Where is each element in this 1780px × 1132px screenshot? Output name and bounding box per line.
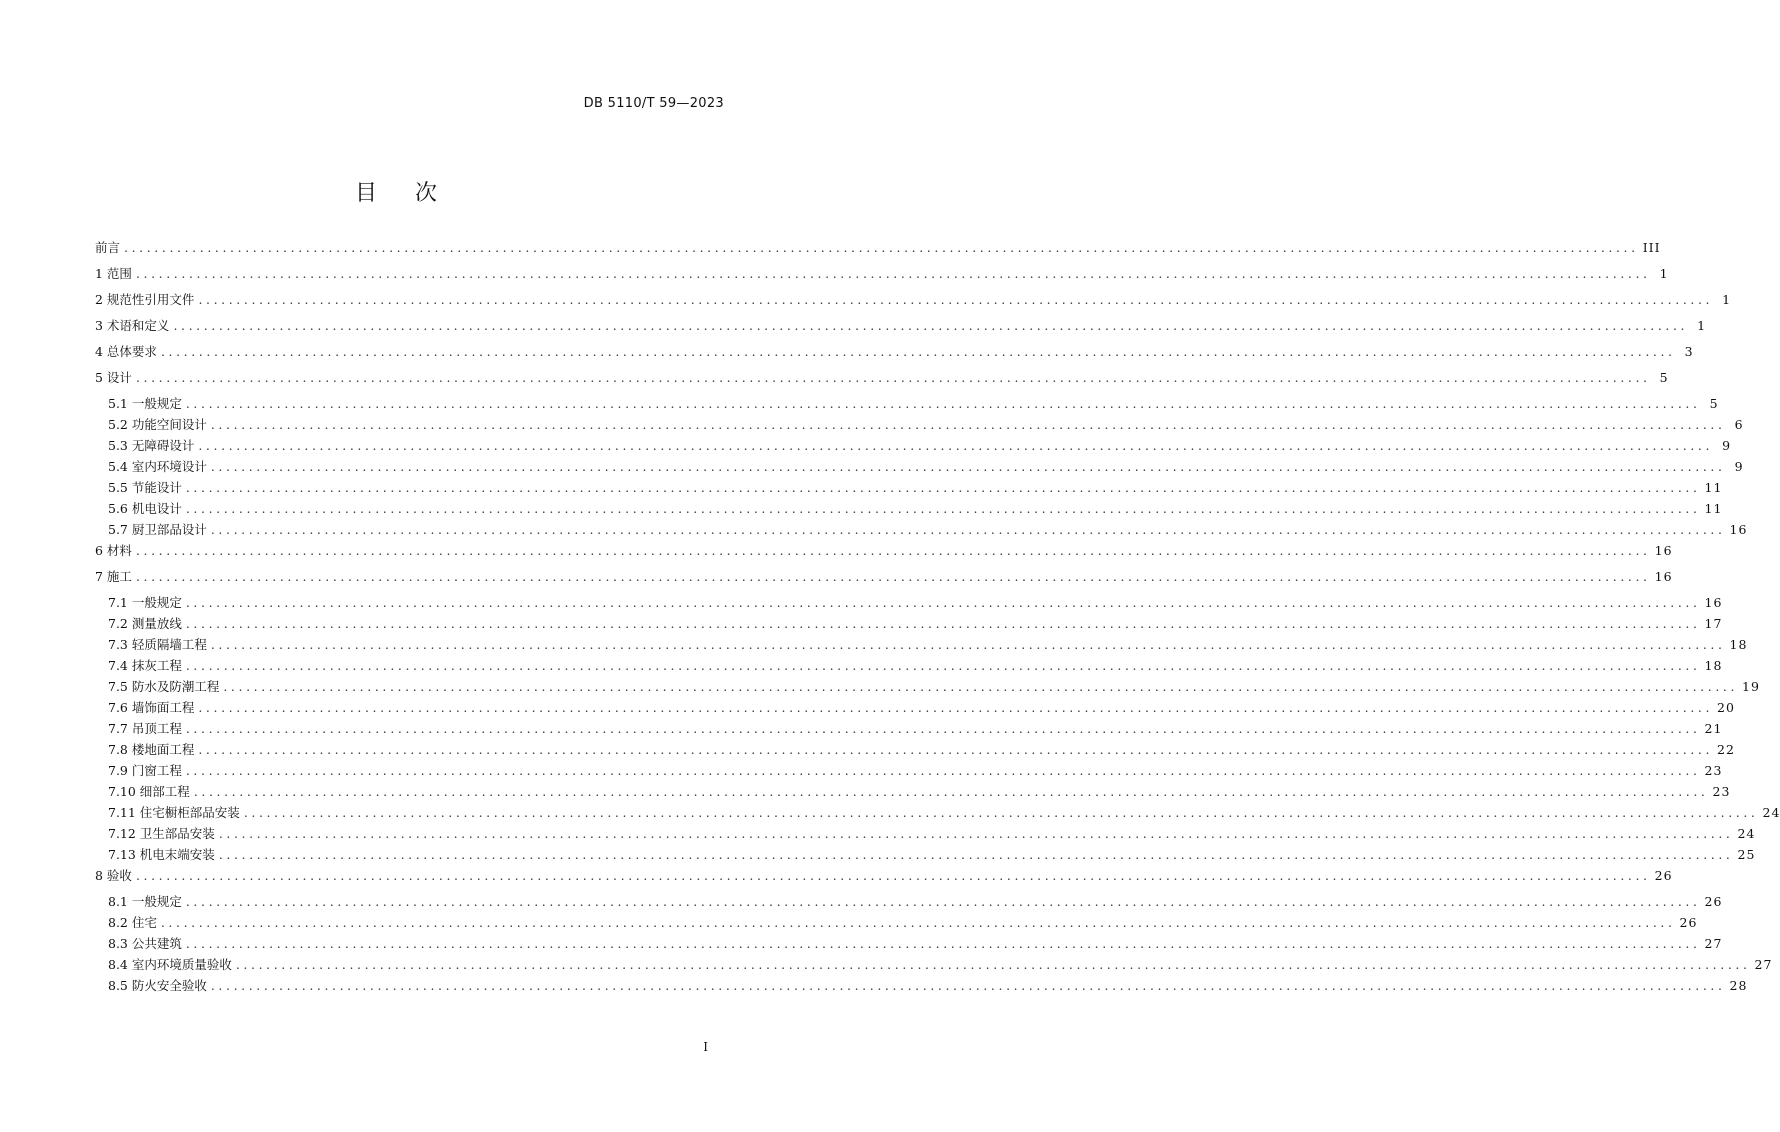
toc-entry[interactable] bbox=[95, 436, 1732, 457]
toc-leader-dots: ........................................................................................................................................................................................................ bbox=[135, 266, 1651, 281]
toc-leader-dots: ........................................................................................................................................................................................................ bbox=[160, 915, 1676, 930]
toc-entry-title: 7.1 一般规定 bbox=[108, 595, 182, 610]
toc-leader-dots: ........................................................................................................................................................................................................ bbox=[210, 417, 1726, 432]
toc-entry-title: 5.3 无障碍设计 bbox=[108, 438, 195, 453]
page-title: 目 次 bbox=[354, 181, 445, 206]
toc-entry-title: 5.1 一般规定 bbox=[108, 396, 182, 411]
toc-leader-dots: ........................................................................................................................................................................................................ bbox=[173, 318, 1689, 333]
toc-entry[interactable] bbox=[95, 394, 1719, 415]
toc-leader-dots: ........................................................................................................................................................................................................ bbox=[185, 616, 1701, 631]
toc-entry-page: 26 bbox=[1654, 868, 1673, 883]
toc-leader-dots: ........................................................................................................................................................................................................ bbox=[210, 637, 1726, 652]
toc-entry-title: 4 总体要求 bbox=[95, 344, 157, 359]
toc-entry[interactable] bbox=[95, 478, 1723, 499]
toc-leader-dots: ........................................................................................................................................................................................................ bbox=[198, 292, 1714, 307]
toc-leader-dots: ........................................................................................................................................................................................................ bbox=[218, 847, 1734, 862]
toc-entry-title: 8.2 住宅 bbox=[108, 915, 157, 930]
toc-leader-dots: ........................................................................................................................................................................................................ bbox=[160, 344, 1676, 359]
toc-entry-page: 9 bbox=[1734, 459, 1744, 474]
toc-entry-title: 7.13 机电末端安装 bbox=[108, 847, 215, 862]
toc-entry-page: 23 bbox=[1712, 784, 1731, 799]
toc-leader-dots: ........................................................................................................................................................................................................ bbox=[218, 826, 1734, 841]
toc-entry-page: 28 bbox=[1729, 978, 1748, 993]
footer-page-number: I bbox=[703, 1040, 708, 1054]
toc-entry[interactable] bbox=[95, 824, 1756, 845]
toc-entry-title: 7.4 抹灰工程 bbox=[108, 658, 182, 673]
toc-entry-page: 17 bbox=[1704, 616, 1723, 631]
toc-entry-title: 3 术语和定义 bbox=[95, 318, 170, 333]
toc-entry-page: 5 bbox=[1709, 396, 1719, 411]
toc-entry-page: 21 bbox=[1704, 721, 1723, 736]
toc-entry-title: 7.5 防水及防潮工程 bbox=[108, 679, 220, 694]
toc-entry-title: 7.9 门窗工程 bbox=[108, 763, 182, 778]
toc-entry-page: 23 bbox=[1704, 763, 1723, 778]
toc-entry[interactable] bbox=[95, 541, 1673, 567]
toc-entry-page: 6 bbox=[1734, 417, 1744, 432]
toc-entry-page: 27 bbox=[1754, 957, 1773, 972]
toc-entry[interactable] bbox=[95, 520, 1748, 541]
toc-entry-page: 20 bbox=[1717, 700, 1735, 715]
table-of-contents bbox=[95, 238, 1780, 997]
toc-entry[interactable] bbox=[95, 955, 1773, 976]
toc-leader-dots: ........................................................................................................................................................................................................ bbox=[210, 978, 1726, 993]
toc-entry[interactable] bbox=[95, 499, 1723, 520]
toc-entry-page: 27 bbox=[1704, 936, 1723, 951]
toc-entry-title: 5.5 节能设计 bbox=[108, 480, 182, 495]
toc-entry[interactable] bbox=[95, 934, 1723, 955]
toc-entry-title: 8.5 防火安全验收 bbox=[108, 978, 207, 993]
toc-leader-dots: ........................................................................................................................................................................................................ bbox=[135, 569, 1651, 584]
toc-entry[interactable] bbox=[95, 316, 1707, 342]
toc-entry[interactable] bbox=[95, 567, 1673, 593]
toc-leader-dots: ........................................................................................................................................................................................................ bbox=[185, 763, 1701, 778]
toc-entry[interactable] bbox=[95, 290, 1732, 316]
toc-entry-title: 8.3 公共建筑 bbox=[108, 936, 182, 951]
toc-entry-title: 8.1 一般规定 bbox=[108, 894, 182, 909]
toc-entry-page: 18 bbox=[1729, 637, 1748, 652]
toc-leader-dots: ........................................................................................................................................................................................................ bbox=[185, 936, 1701, 951]
toc-entry-title: 7.10 细部工程 bbox=[108, 784, 190, 799]
toc-entry[interactable] bbox=[95, 976, 1748, 997]
toc-leader-dots: ........................................................................................................................................................................................................ bbox=[124, 240, 1639, 255]
toc-leader-dots: ........................................................................................................................................................................................................ bbox=[185, 894, 1701, 909]
toc-entry-page: 11 bbox=[1704, 501, 1723, 516]
toc-entry-title: 8.4 室内环境质量验收 bbox=[108, 957, 232, 972]
toc-leader-dots: ........................................................................................................................................................................................................ bbox=[198, 438, 1714, 453]
toc-leader-dots: ........................................................................................................................................................................................................ bbox=[198, 742, 1714, 757]
toc-entry-page: 24 bbox=[1737, 826, 1756, 841]
toc-entry-title: 2 规范性引用文件 bbox=[95, 292, 195, 307]
toc-entry-page: 18 bbox=[1704, 658, 1723, 673]
toc-entry-title: 7.2 测量放线 bbox=[108, 616, 182, 631]
toc-entry-title: 7.11 住宅橱柜部品安装 bbox=[108, 805, 240, 820]
toc-entry-title: 7 施工 bbox=[95, 569, 132, 584]
toc-entry[interactable] bbox=[95, 740, 1735, 761]
toc-entry-title: 1 范围 bbox=[95, 266, 132, 281]
toc-entry-title: 7.12 卫生部品安装 bbox=[108, 826, 215, 841]
toc-entry-page: 3 bbox=[1684, 344, 1694, 359]
toc-leader-dots: ........................................................................................................................................................................................................ bbox=[185, 501, 1701, 516]
toc-entry-title: 5 设计 bbox=[95, 370, 132, 385]
toc-leader-dots: ........................................................................................................................................................................................................ bbox=[185, 658, 1701, 673]
toc-entry-page: 1 bbox=[1659, 266, 1669, 281]
toc-leader-dots: ........................................................................................................................................................................................................ bbox=[198, 700, 1714, 715]
toc-entry-title: 5.6 机电设计 bbox=[108, 501, 182, 516]
toc-entry-title: 7.6 墙饰面工程 bbox=[108, 700, 195, 715]
toc-entry[interactable] bbox=[95, 342, 1694, 368]
toc-entry[interactable] bbox=[95, 656, 1723, 677]
toc-entry[interactable] bbox=[95, 892, 1723, 913]
toc-entry[interactable] bbox=[95, 415, 1744, 436]
toc-entry-title: 前言 bbox=[95, 240, 121, 255]
toc-entry[interactable] bbox=[95, 264, 1669, 290]
toc-entry-page: 25 bbox=[1737, 847, 1756, 862]
toc-entry-page: 9 bbox=[1722, 438, 1732, 453]
toc-entry-title: 7.8 楼地面工程 bbox=[108, 742, 195, 757]
toc-entry-page: 16 bbox=[1654, 543, 1673, 558]
toc-leader-dots: ........................................................................................................................................................................................................ bbox=[135, 370, 1651, 385]
toc-entry-page: 16 bbox=[1729, 522, 1748, 537]
toc-entry-title: 5.4 室内环境设计 bbox=[108, 459, 207, 474]
toc-entry[interactable] bbox=[95, 457, 1744, 478]
toc-entry[interactable] bbox=[95, 913, 1698, 934]
toc-leader-dots: ........................................................................................................................................................................................................ bbox=[185, 396, 1701, 411]
toc-leader-dots: ........................................................................................................................................................................................................ bbox=[135, 868, 1651, 883]
toc-entry-page: 11 bbox=[1704, 480, 1723, 495]
toc-leader-dots: ........................................................................................................................................................................................................ bbox=[235, 957, 1751, 972]
toc-leader-dots: ........................................................................................................................................................................................................ bbox=[223, 679, 1739, 694]
toc-entry-title: 6 材料 bbox=[95, 543, 132, 558]
toc-leader-dots: ........................................................................................................................................................................................................ bbox=[135, 543, 1651, 558]
toc-entry[interactable] bbox=[95, 238, 1661, 264]
toc-entry-title: 8 验收 bbox=[95, 868, 132, 883]
toc-entry-page: 5 bbox=[1659, 370, 1669, 385]
toc-entry[interactable] bbox=[95, 845, 1756, 866]
toc-entry-title: 7.7 吊顶工程 bbox=[108, 721, 182, 736]
toc-entry-page: 1 bbox=[1697, 318, 1707, 333]
toc-leader-dots: ........................................................................................................................................................................................................ bbox=[185, 721, 1701, 736]
toc-entry-title: 7.3 轻质隔墙工程 bbox=[108, 637, 207, 652]
toc-entry-page: 19 bbox=[1742, 679, 1760, 694]
toc-entry-page: 24 bbox=[1762, 805, 1780, 820]
toc-entry[interactable] bbox=[95, 761, 1723, 782]
toc-entry-page: 16 bbox=[1704, 595, 1723, 610]
toc-entry[interactable] bbox=[95, 368, 1669, 394]
toc-entry[interactable] bbox=[95, 677, 1760, 698]
toc-leader-dots: ........................................................................................................................................................................................................ bbox=[193, 784, 1709, 799]
toc-entry-title: 5.7 厨卫部品设计 bbox=[108, 522, 207, 537]
toc-entry[interactable] bbox=[95, 614, 1723, 635]
toc-entry[interactable] bbox=[95, 803, 1780, 824]
toc-entry[interactable] bbox=[95, 698, 1735, 719]
toc-entry[interactable] bbox=[95, 593, 1723, 614]
toc-entry-page: 26 bbox=[1679, 915, 1698, 930]
toc-leader-dots: ........................................................................................................................................................................................................ bbox=[185, 480, 1701, 495]
toc-leader-dots: ........................................................................................................................................................................................................ bbox=[210, 459, 1726, 474]
toc-leader-dots: ........................................................................................................................................................................................................ bbox=[210, 522, 1726, 537]
toc-entry-title: 5.2 功能空间设计 bbox=[108, 417, 207, 432]
toc-entry-page: 22 bbox=[1717, 742, 1735, 757]
toc-entry-page: 16 bbox=[1654, 569, 1673, 584]
toc-entry[interactable] bbox=[95, 782, 1731, 803]
toc-entry-page: 1 bbox=[1722, 292, 1732, 307]
toc-entry-page: III bbox=[1642, 240, 1661, 255]
toc-entry[interactable] bbox=[95, 866, 1673, 892]
standard-code: DB 5110/T 59—2023 bbox=[583, 96, 724, 111]
toc-entry-page: 26 bbox=[1704, 894, 1723, 909]
toc-leader-dots: ........................................................................................................................................................................................................ bbox=[243, 805, 1759, 820]
toc-entry[interactable] bbox=[95, 719, 1723, 740]
toc-leader-dots: ........................................................................................................................................................................................................ bbox=[185, 595, 1701, 610]
toc-entry[interactable] bbox=[95, 635, 1748, 656]
